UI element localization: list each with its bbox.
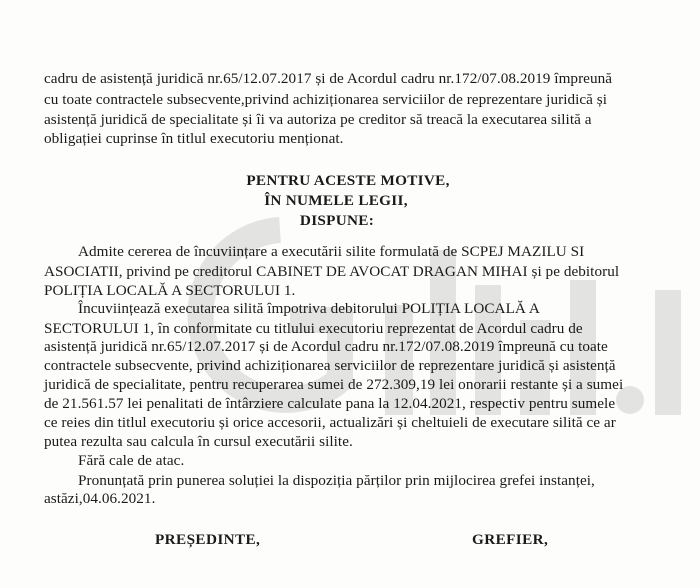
- top-paragraph-line-4: obligației cuprinse în titlul executoriu menționat.: [44, 130, 344, 147]
- approves-paragraph-line-3: asistență juridică nr.65/12.07.2017 și de Acordul cadru nr.172/07.08.2019 împreună cu toate: [44, 338, 608, 355]
- president-signature-label: PREȘEDINTE,: [155, 531, 261, 548]
- admits-paragraph-line-3: POLIȚIA LOCALĂ A SECTORULUI 1.: [44, 282, 296, 299]
- approves-paragraph-line-6: de 21.561.57 lei penalitati de întârziere calculate pana la 12.04.2021, respectiv pentru sumele: [44, 395, 616, 412]
- approves-paragraph-line-4: contractele subsecvente, privind achiziționarea serviciilor de reprezentare juridică și asistență: [44, 357, 616, 374]
- heading-motives: PENTRU ACESTE MOTIVE,: [246, 172, 450, 189]
- approves-paragraph-line-2: SECTORULUI 1, în conformitate cu titlului executoriu reprezentat de Acordul cadru de: [44, 320, 583, 337]
- clerk-signature-label: GREFIER,: [472, 531, 549, 548]
- no-appeal-line: Fără cale de atac.: [78, 452, 185, 469]
- top-paragraph-line-1: cadru de asistență juridică nr.65/12.07.2017 și de Acordul cadru nr.172/07.08.2019 împreună: [44, 70, 613, 87]
- pronounced-line-1: Pronunțată prin punerea soluției la dispoziția părților prin mijlocirea grefei instanței,: [78, 472, 595, 489]
- admits-paragraph-line-2: ASOCIATII, privind pe creditorul CABINET DE AVOCAT DRAGAN MIHAI și pe debitorul: [44, 263, 620, 280]
- top-paragraph-line-2: cu toate contractele subsecvente,privind achiziționarea serviciilor de reprezentare juridică și: [44, 91, 608, 108]
- pronounced-line-2: astăzi,04.06.2021.: [44, 490, 156, 507]
- approves-paragraph-line-5: juridică de specialitate, pentru recuperarea sumei de 272.309,19 lei onorarii restante și a sumei: [44, 376, 624, 393]
- heading-law: ÎN NUMELE LEGII,: [264, 192, 408, 209]
- approves-paragraph-line-7: ce reies din titlul executoriu și orice accesorii, actualizări și cheltuieli de executare silită ce ar: [44, 414, 616, 431]
- top-paragraph-line-3: asistență juridică de specialitate și îi va autoriza pe creditor să treacă la executarea silită a: [44, 111, 592, 128]
- admits-paragraph-line-1: Admite cererea de încuviințare a executării silite formulată de SCPEJ MAZILU SI: [78, 243, 585, 260]
- heading-decides: DISPUNE:: [299, 212, 375, 229]
- approves-paragraph-line-8: putea rezulta sau calcula în cursul executării silite.: [44, 433, 353, 450]
- approves-paragraph-line-1: Încuviințează executarea silită împotriva debitorului POLIȚIA LOCALĂ A: [78, 300, 540, 317]
